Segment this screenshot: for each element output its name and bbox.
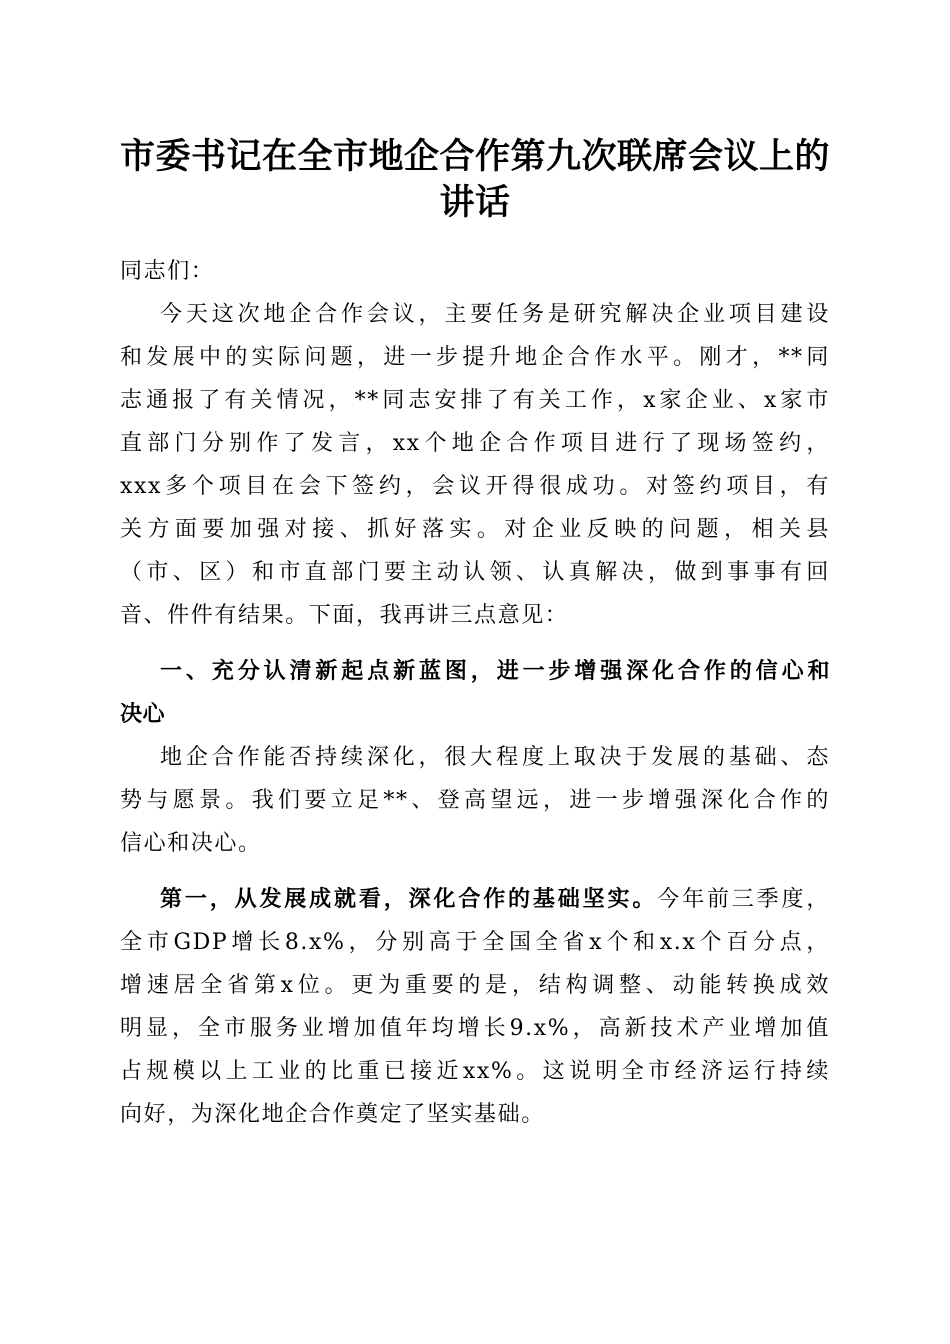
paragraph-3 (120, 878, 830, 1136)
paragraph-line: 关方面要加强对接、抓好落实。对企业反映的问题，相关县 (120, 517, 830, 542)
paragraph-1 (120, 293, 830, 637)
paragraph-line: 音、件件有结果。下面，我再讲三点意见： (120, 603, 569, 628)
paragraph-line: 明显，全市服务业增加值年均增长9.x%，高新技术产业增加值 (120, 1016, 830, 1041)
paragraph-line: 和发展中的实际问题，进一步提升地企合作水平。刚才，**同 (120, 345, 830, 370)
document-title (100, 134, 850, 226)
paragraph-line: 地企合作能否持续深化，很大程度上取决于发展的基础、态 (160, 745, 830, 770)
salutation: 同志们： (120, 259, 215, 284)
heading-line: 一、充分认清新起点新蓝图，进一步增强深化合作的信心和 (160, 659, 830, 684)
paragraph-2 (120, 736, 830, 865)
paragraph-line: 志通报了有关情况，**同志安排了有关工作，x家企业、x家市 (120, 388, 830, 413)
paragraph-lead-rest: 今年前三季度， (657, 887, 830, 912)
heading-line: 决心 (120, 702, 166, 727)
paragraph-lead: 第一，从发展成就看，深化合作的基础坚实。 (160, 886, 658, 912)
paragraph-line: 直部门分别作了发言，xx个地企合作项目进行了现场签约， (120, 431, 830, 456)
title-line-2: 讲话 (439, 182, 511, 223)
paragraph-line: 增速居全省第x位。更为重要的是，结构调整、动能转换成效 (120, 973, 830, 998)
section-heading-1 (120, 650, 830, 736)
paragraph-line: xxx多个项目在会下签约，会议开得很成功。对签约项目，有 (120, 474, 830, 499)
paragraph-line: 今天这次地企合作会议，主要任务是研究解决企业项目建设 (160, 302, 830, 327)
paragraph-line: 占规模以上工业的比重已接近xx%。这说明全市经济运行持续 (120, 1059, 830, 1084)
paragraph-line: （市、区）和市直部门要主动认领、认真解决，做到事事有回 (120, 560, 830, 585)
paragraph-line: 全市GDP增长8.x%，分别高于全国全省x个和x.x个百分点， (120, 930, 830, 955)
paragraph-line (120, 878, 830, 921)
paragraph-line: 势与愿景。我们要立足**、登高望远，进一步增强深化合作的 (120, 788, 830, 813)
paragraph-line: 向好，为深化地企合作奠定了坚实基础。 (120, 1102, 545, 1127)
paragraph-line: 信心和决心。 (120, 831, 262, 856)
title-line-1: 市委书记在全市地企合作第九次联席会议上的 (119, 136, 830, 177)
document-body (120, 250, 830, 1136)
